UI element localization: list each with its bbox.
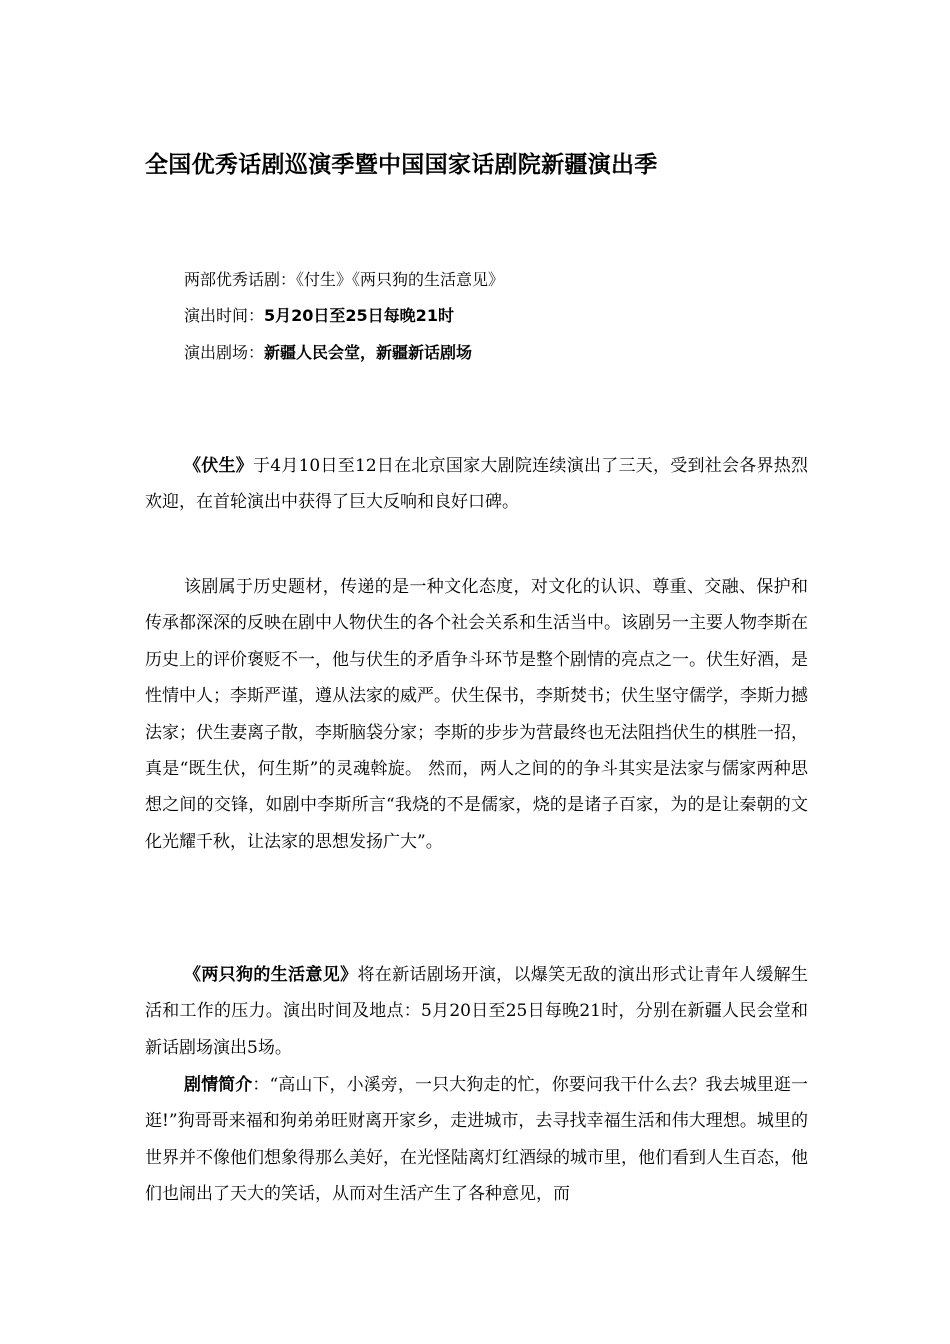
info-line-venue [184,340,472,363]
plot-summary-label: 剧情简介 [184,1075,253,1095]
paragraph-text: 该剧属于历史题材，传递的是一种文化态度，对文化的认识、尊重、交融、保护和传承都深深的反映在剧中人物伏生的各个社会关系和生活当中。该剧另一主要人物李斯在历史上的评价褒贬不一，他与伏生的矛盾争斗环节是整个剧情的亮点之一。伏生好酒，是性情中人；李斯严谨，遵从法家的威严。伏生保书，李斯焚书；伏生坚守儒学，李斯力撼法家；伏生妻离子散，李斯脑袋分家；李斯的步步为营最终也无法阻挡伏生的棋胜一招，真是“既生伏，何生斯”的灵魂斡旋。 然而，两人之间的的争斗其实是法家与儒家两种思想之间的交锋，如剧中李斯所言“我烧的不是儒家，烧的是诸子百家，为的是让秦朝的文化光耀千秋，让法家的思想发扬广大”。 [145,577,808,852]
info-line-time [184,303,454,326]
paragraph-plot-summary [145,1067,808,1213]
paragraph-text: 于4月10日至12日在北京国家大剧院连续演出了三天，受到社会各界热烈欢迎，在首轮演出中获得了巨大反响和良好口碑。 [145,456,808,513]
paragraph-fusheng-intro [145,448,808,521]
info-value: 新疆人民会堂，新疆新话剧场 [264,343,473,362]
info-value: 《付生》《两只狗的生活意见》 [296,270,505,289]
info-label: 两部优秀话剧： [184,270,297,289]
play-title-two-dogs: 《两只狗的生活意见》 [184,965,358,985]
play-title-fusheng: 《伏生》 [184,456,254,476]
paragraph-fusheng-detail [145,569,808,860]
info-label: 演出剧场： [184,343,265,362]
info-label: 演出时间： [184,306,265,325]
info-value: 5月20日至25日每晚21时 [264,306,454,325]
paragraph-two-dogs-intro [145,957,808,1066]
paragraph-text: 将在新话剧场开演，以爆笑无敌的演出形式让青年人缓解生活和工作的压力。演出时间及地点：5月20日至25日每晚21时，分别在新疆人民会堂和新话剧场演出5场。 [145,965,809,1058]
paragraph-text: ：“高山下，小溪旁，一只大狗走的忙，你要问我干什么去？我去城里逛一逛!”狗哥哥来福和狗弟弟旺财离开家乡，走进城市，去寻找幸福生活和伟大理想。城里的世界并不像他们想象得那么美好，在光怪陆离灯红酒绿的城市里，他们看到人生百态，他们也闹出了天大的笑话，从而对生活产生了各种意见，而 [145,1075,808,1205]
document-title: 全国优秀话剧巡演季暨中国国家话剧院新疆演出季 [145,152,658,178]
info-line-plays [184,267,504,290]
